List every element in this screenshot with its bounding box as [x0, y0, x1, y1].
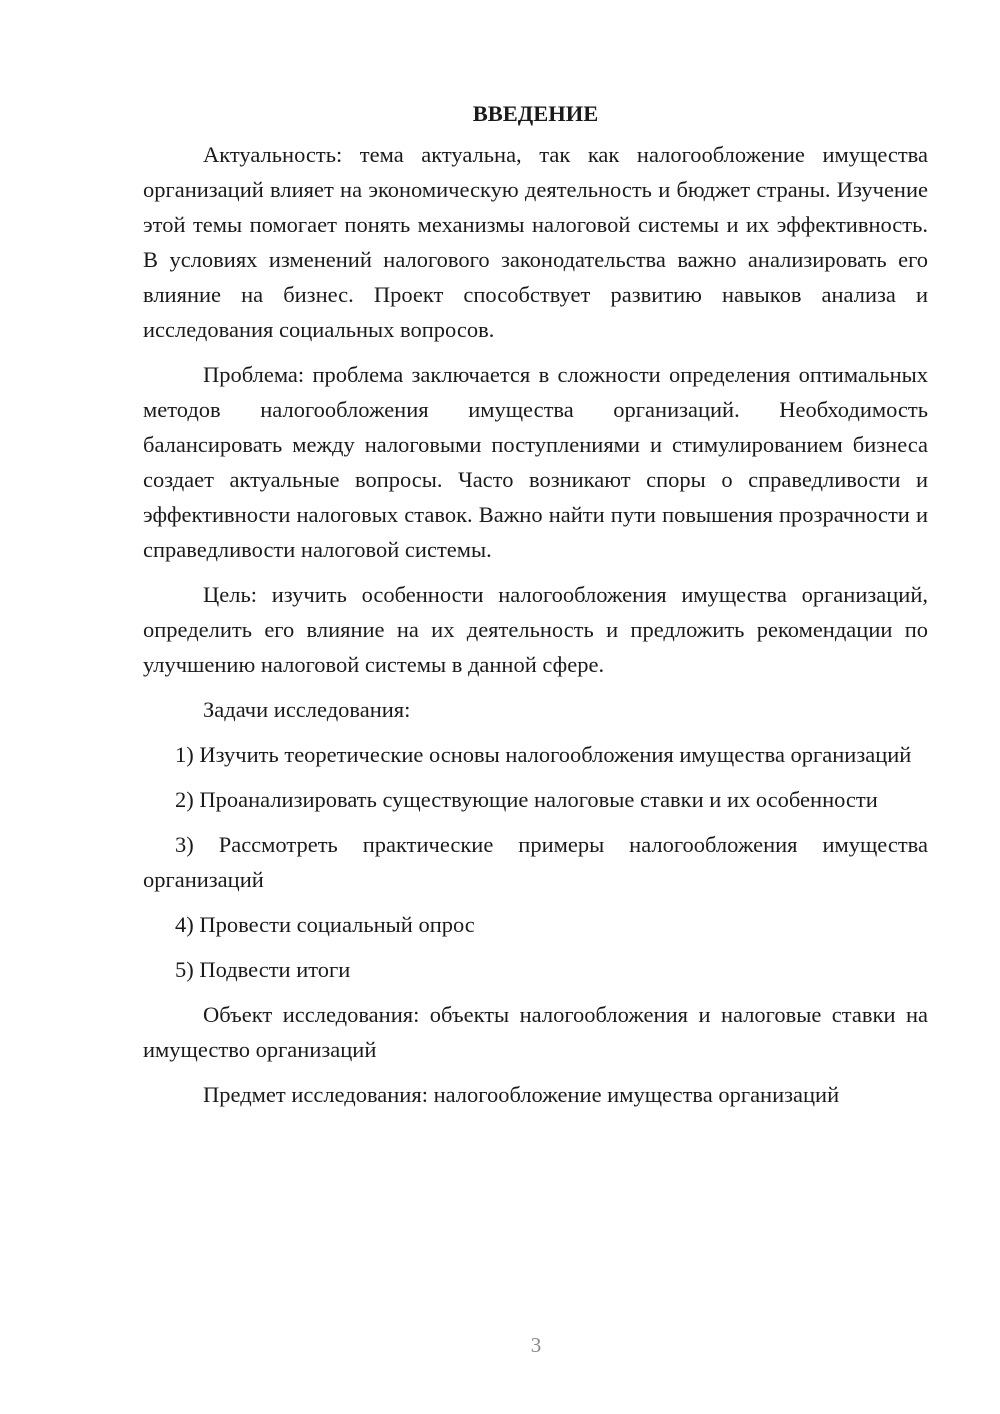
subject-paragraph: Предмет исследования: налогообложение имущества организаций: [203, 1082, 840, 1107]
object-paragraph: Объект исследования: объекты налогообложения и налоговые ставки на имущество организаций: [143, 1002, 928, 1062]
task-item-2: 2) Проанализировать существующие налоговые ставки и их особенности: [175, 787, 878, 812]
task-item-5: 5) Подвести итоги: [175, 957, 351, 982]
relevance-paragraph: Актуальность: тема актуальна, так как налогообложение имущества организаций влияет на экономическую деятельность и бюджет страны. Изучение этой темы помогает понять механизмы налоговой системы и их эффективность. В условиях изменений налогового законодательства важно анализировать его влияние на бизнес. Проект способствует развитию навыков анализа и исследования социальных вопросов.: [143, 142, 928, 342]
task-item-1: 1) Изучить теоретические основы налогообложения имущества организаций: [175, 742, 912, 767]
problem-paragraph: Проблема: проблема заключается в сложности определения оптимальных методов налогообложения имущества организаций. Необходимость балансировать между налоговыми поступлениями и стимулированием бизнеса создает актуальные вопросы. Часто возникают споры о справедливости и эффективности налоговых ставок. Важно найти пути повышения прозрачности и справедливости налоговой системы.: [143, 362, 928, 562]
goal-paragraph: Цель: изучить особенности налогообложения имущества организаций, определить его влияние на их деятельность и предложить рекомендации по улучшению налоговой системы в данной сфере.: [143, 582, 928, 677]
task-item-3: 3) Рассмотреть практические примеры налогообложения имущества организаций: [143, 832, 928, 892]
page-content: [143, 96, 928, 1122]
task-item-4: 4) Провести социальный опрос: [175, 912, 475, 937]
page-number: 3: [530, 1333, 542, 1357]
section-title: ВВЕДЕНИЕ: [472, 101, 599, 126]
tasks-heading: Задачи исследования:: [203, 697, 411, 722]
